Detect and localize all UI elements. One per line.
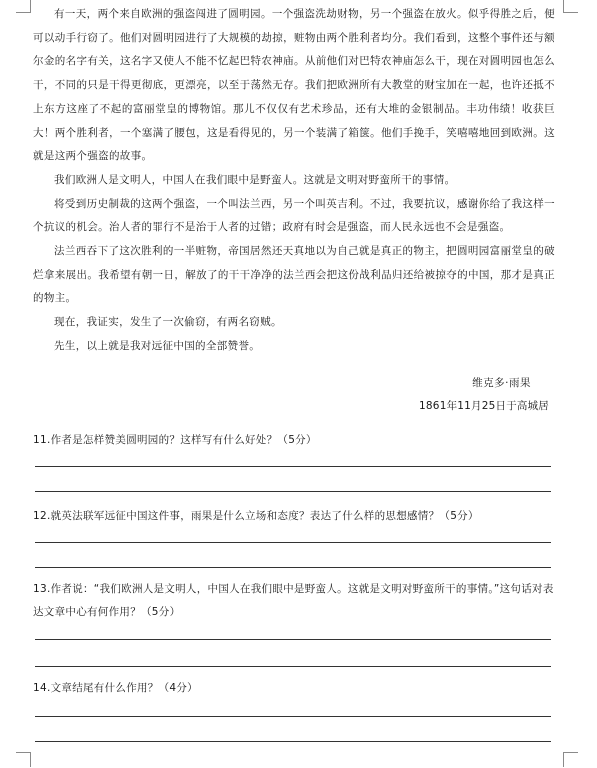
answer-line[interactable] <box>35 567 551 568</box>
question-12: 12.就英法联军远征中国这件事，雨果是什么立场和态度？表达了什么样的思想感情？（5分） <box>33 510 479 522</box>
passage-paragraph-4: 法兰西吞下了这次胜利的一半赃物，帝国居然还天真地以为自己就是真正的物主，把圆明园富丽堂皇的破烂拿来展出。我希望有朝一日，解放了的干干净净的法兰西会把这份战利品归还给被掠夺的中国，那才是真正的物主。 <box>33 245 555 305</box>
author-signature: 维克多·雨果 <box>472 376 531 389</box>
answer-line[interactable] <box>35 639 551 640</box>
question-14-block <box>33 677 555 742</box>
question-11-block <box>33 429 555 492</box>
answer-line[interactable] <box>35 466 551 467</box>
corner-mark-top-right <box>563 0 578 13</box>
answer-line[interactable] <box>35 716 551 717</box>
question-11: 11.作者是怎样赞美圆明园的？这样写有什么好处？（5分） <box>33 434 317 446</box>
passage-paragraph-2: 我们欧洲人是文明人，中国人在我们眼中是野蛮人。这就是文明对野蛮所干的事情。 <box>54 173 456 186</box>
answer-line[interactable] <box>35 491 551 492</box>
passage-paragraph-3: 将受到历史制裁的这两个强盗，一个叫法兰西，另一个叫英吉利。不过，我要抗议，感谢你给了我这样一个抗议的机会。治人者的罪行不是治于人者的过错；政府有时会是强盗，而人民永远也不会是强盗。 <box>33 197 555 234</box>
corner-mark-top-left <box>16 0 31 13</box>
corner-mark-bottom-left <box>16 752 31 767</box>
question-13: 13.作者说：“我们欧洲人是文明人，中国人在我们眼中是野蛮人。这就是文明对野蛮所干的事情。”这句话对表达文章中心有何作用？（5分） <box>33 583 554 618</box>
passage-paragraph-1: 有一天，两个来自欧洲的强盗闯进了圆明园。一个强盗洗劫财物，另一个强盗在放火。似乎得胜之后，便可以动手行窃了。他们对圆明园进行了大规模的劫掠，赃物由两个胜利者均分。我们看到，这整个事件还与额尔金的名字有关，这名字又使人不能不忆起巴特农神庙。从前他们对巴特农神庙怎么干，现在对圆明园也怎么干，不同的只是干得更彻底，更漂亮，以至于荡然无存。我们把欧洲所有大教堂的财宝加在一起，也许还抵不上东方这座了不起的富丽堂皇的博物馆。那儿不仅仅有艺术珍品，还有大堆的金银制品。丰功伟绩！收获巨大！两个胜利者，一个塞满了腰包，这是看得见的，另一个装满了箱箧。他们手挽手，笑嘻嘻地回到欧洲。这就是这两个强盗的故事。 <box>33 8 555 163</box>
question-14: 14.文章结尾有什么作用？（4分） <box>33 682 198 694</box>
question-12-block <box>33 505 555 568</box>
document-body <box>33 0 555 694</box>
letter-date: 1861年11月25日于高城居 <box>419 400 549 413</box>
passage-paragraph-6: 先生，以上就是我对远征中国的全部赞誉。 <box>54 339 261 352</box>
corner-mark-bottom-right <box>563 752 578 767</box>
answer-line[interactable] <box>35 666 551 667</box>
question-13-block <box>33 578 555 667</box>
passage-paragraph-5: 现在，我证实，发生了一次偷窃，有两名窃贼。 <box>54 316 282 329</box>
answer-line[interactable] <box>35 741 551 742</box>
answer-line[interactable] <box>35 542 551 543</box>
